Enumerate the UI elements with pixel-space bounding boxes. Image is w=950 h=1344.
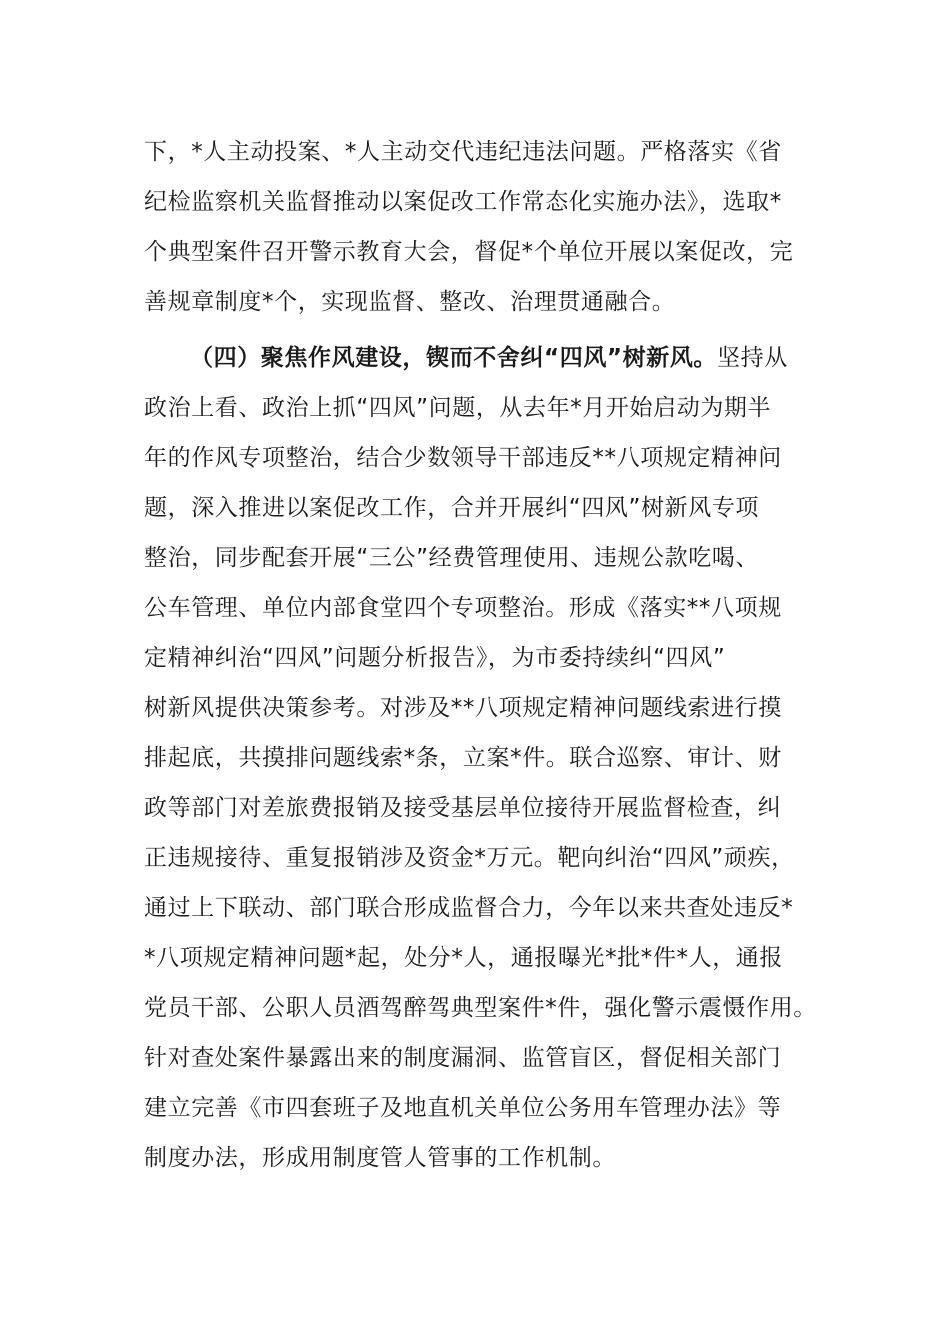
text-line: 针对查处案件暴露出来的制度漏洞、监管盲区，督促相关部门	[144, 1045, 782, 1071]
text-line: 纪检监察机关监督推动以案促改工作常态化实施办法》，选取*	[144, 189, 782, 215]
text-line: 善规章制度*个，实现监督、整改、治理贯通融合。	[144, 289, 676, 315]
text-line: 题，深入推进以案促改工作，合并开展纠“四风”树新风专项	[144, 495, 760, 521]
text-fragment: 坚持从	[717, 345, 788, 371]
text-line: 正违规接待、重复报销涉及资金*万元。靶向纠治“四风”顽疾，	[144, 845, 795, 871]
text-line: 树新风提供决策参考。对涉及**八项规定精神问题线索进行摸	[144, 695, 782, 721]
text-line: 政等部门对差旅费报销及接受基层单位接待开展监督检查，纠	[144, 795, 782, 821]
text-line: 党员干部、公职人员酒驾醉驾典型案件*件，强化警示震慑作用。	[144, 995, 817, 1021]
text-line: 政治上看、政治上抓“四风”问题，从去年*月开始启动为期半	[144, 395, 772, 421]
paragraph-work-style	[144, 333, 824, 1183]
section-first-line	[144, 333, 824, 383]
text-line: 排起底，共摸排问题线索*条，立案*件。联合巡察、审计、财	[144, 745, 782, 771]
text-line: 通过上下联动、部门联合形成监督合力，今年以来共查处违反*	[144, 895, 794, 921]
text-line: 制度办法，形成用制度管人管事的工作机制。	[144, 1145, 616, 1171]
text-line: *八项规定精神问题*起，处分*人，通报曝光*批*件*人，通报	[144, 945, 783, 971]
text-line: 下，*人主动投案、*人主动交代违纪违法问题。严格落实《省	[144, 139, 782, 165]
paragraph-case-reform	[144, 127, 824, 327]
text-line: 年的作风专项整治，结合少数领导干部违反**八项规定精神问	[144, 445, 782, 471]
text-line: 整治，同步配套开展“三公”经费管理使用、违规公款吃喝、	[144, 545, 760, 571]
text-line: 定精神纠治“四风”问题分析报告》，为市委持续纠“四风”	[144, 645, 726, 671]
text-line: 建立完善《市四套班子及地直机关单位公务用车管理办法》等	[144, 1095, 782, 1121]
text-line: 公车管理、单位内部食堂四个专项整治。形成《落实**八项规	[144, 595, 782, 621]
section-heading: （四）聚焦作风建设，锲而不舍纠“四风”树新风。	[190, 345, 718, 371]
text-line: 个典型案件召开警示教育大会，督促*个单位开展以案促改，完	[144, 239, 794, 265]
